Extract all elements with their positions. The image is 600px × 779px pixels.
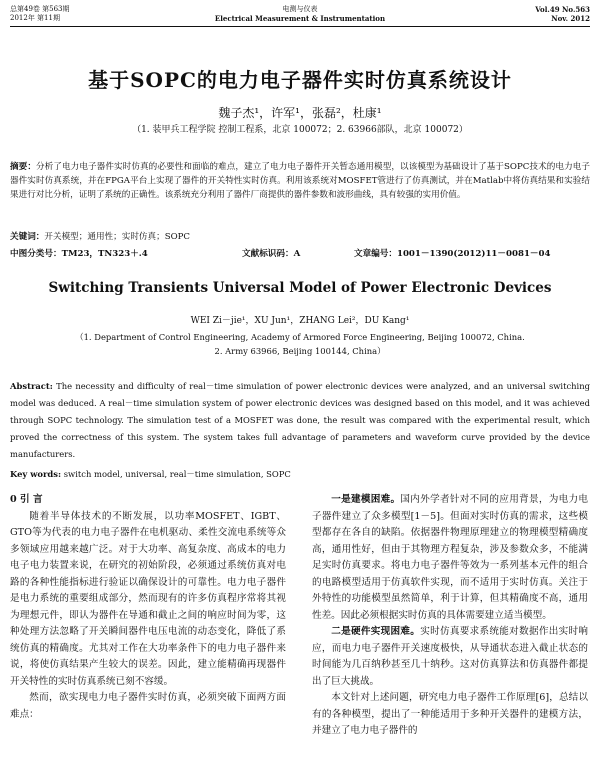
abstract-en-label: Abstract: (10, 381, 53, 391)
affiliation-en (0, 330, 600, 358)
keywords-en-label: Key words: (10, 469, 62, 479)
classification-line (10, 247, 590, 259)
body-paragraph: 本文针对上述问题，研究电力电子器件工作原理[6]，总结以有的各种模型，提出了一种能适用于多种开关器件的建模方法，并建立了电力电子器件的 (312, 692, 588, 736)
body-paragraph (312, 624, 588, 690)
header-center (10, 5, 590, 23)
abstract-cn-label: 摘要： (10, 162, 37, 172)
point-two-label: 二是硬件实现困难。 (331, 626, 421, 637)
affiliation-en-2: 2. Army 63966, Beijing 100144, China） (214, 346, 386, 356)
point-one-label: 一是建模困难。 (331, 494, 401, 505)
clc-number: 中图分类号：TM23，TN323＋.4 (10, 249, 148, 259)
section-heading-intro: 0 引 言 (10, 494, 43, 505)
body-paragraph: 然而，欲实现电力电子器件实时仿真，必须突破下面两方面难点： (10, 692, 286, 720)
point-two-text: 实时仿真要求系统能对数据作出实时响应，而电力电子器件开关速度极快，从导通状态进入截止状态的时间能为几百纳秒甚至几十纳秒。这对仿真算法和仿真器件都提出了巨大挑战。 (312, 626, 589, 687)
document-code: 文献标识码：A (242, 249, 301, 259)
affiliation-en-1: （1. Department of Control Engineering, Academy of Armored Force Engineering, Beijing 100072, China. (75, 332, 525, 342)
affiliation-cn: （1. 装甲兵工程学院 控制工程系，北京 100072；2. 63966部队，北京 100072） (132, 125, 468, 135)
abstract-en-text: The necessity and difficulty of real－time simulation of power electronic devices were analyzed, and an universal switching model was deduced. A real－time simulation system of power electronic devices was designed based on this model, and it was achieved through SOPC technology. The simulation test of a MOSFET was done, the result was compared with the experimental result, which proved the correctness of this system. The system takes full advantage of parameters and waveform curve provided by the device manufacturers. (10, 381, 590, 459)
authors-en: WEI Zi－jie¹，XU Jun¹，ZHANG Lei²，DU Kang¹ (190, 316, 410, 326)
keywords-cn (10, 230, 590, 242)
header-rule (10, 26, 590, 27)
abstract-en (10, 378, 590, 463)
paper-title-cn: 基于SOPC的电力电子器件实时仿真系统设计 (88, 68, 512, 92)
header-vol-en: Vol.49 No.563 (535, 5, 590, 14)
journal-name-en: Electrical Measurement & Instrumentation (214, 14, 386, 23)
keywords-en (10, 468, 590, 480)
header-right (535, 5, 590, 23)
header-volume: 总第49卷 第563期 (10, 5, 70, 13)
header-date-en: Nov. 2012 (551, 14, 590, 23)
header-issue: 2012年 第11期 (10, 14, 60, 22)
abstract-cn (10, 160, 590, 203)
body-column-right (312, 492, 588, 740)
abstract-cn-text: 分析了电力电子器件实时仿真的必要性和面临的难点，建立了电力电子器件开关暂态通用模型，以该模型为基础设计了基于SOPC技术的电力电子器件实时仿真系统，并在FPGA平台上实现了器件的开关特性实时仿真。利用该系统对MOSFET管进行了仿真测试，并在Matlab中将仿真结果和实验结果进行对比分析，证明了系统的正确性。该系统充分利用了器件厂商提供的器件参数和波形曲线，具有较强的实用价值。 (10, 162, 590, 201)
running-header (10, 4, 590, 28)
authors-cn: 魏子杰¹，许军¹，张磊²，杜康¹ (218, 106, 382, 120)
body-paragraph (312, 492, 588, 624)
body-paragraph: 随着半导体技术的不断发展，以功率MOSFET、IGBT、GTO等为代表的电力电子器件在电机驱动、柔性交流电系统等众多领域应用越来越广泛。对于大功率、高复杂度、高成本的电力电子电力装置来说，在研究的初始阶段，必须通过系统仿真对电路的各种性能指标进行验证以确保设计的可靠性。电力电子器件是电力系统的重要组成部分，然而现有的许多仿真程序常将其视为理想元件，即认为器件在导通和截止之间的响应时间为零，这种处理方法忽略了开关瞬间器件电压电流的动态变化，降低了系统仿真的精确度。尤其对工作在大功率条件下的电力电子器件来说，将使仿真结果产生较大的误差。因此，建立能精确再现器件开关特性的实时仿真系统已刻不容缓。 (10, 510, 286, 687)
paper-title-en: Switching Transients Universal Model of Power Electronic Devices (48, 280, 552, 296)
article-number: 文章编号：1001－1390(2012)11－0081－04 (354, 249, 551, 259)
point-one-text: 国内外学者针对不同的应用背景，为电力电子器件建立了众多模型[1－5]。但面对实时仿真的需求，这些模型都存在各自的缺陷。依据器件物理原理建立的物理模型精确度高，通用性好，但由于其物理方程复杂，涉及参数众多，不能满足实时仿真要求。将电力电子器件等效为一系列基本元件的组合的电路模型适用于仿真软件实现，而不适用于实时仿真。关注于外特性的功能模型虽然简单，利于计算，但其精确度不高，通用性差。因此必须根据实时仿真的具体需要建立适当模型。 (312, 494, 589, 621)
keywords-cn-label: 关键词： (10, 232, 45, 242)
body-column-left (10, 492, 286, 723)
keywords-cn-text: 开关模型；通用性；实时仿真；SOPC (44, 232, 190, 242)
keywords-en-text: switch model, universal, real－time simulation, SOPC (63, 469, 291, 479)
journal-name-cn: 电测与仪表 (282, 5, 318, 13)
